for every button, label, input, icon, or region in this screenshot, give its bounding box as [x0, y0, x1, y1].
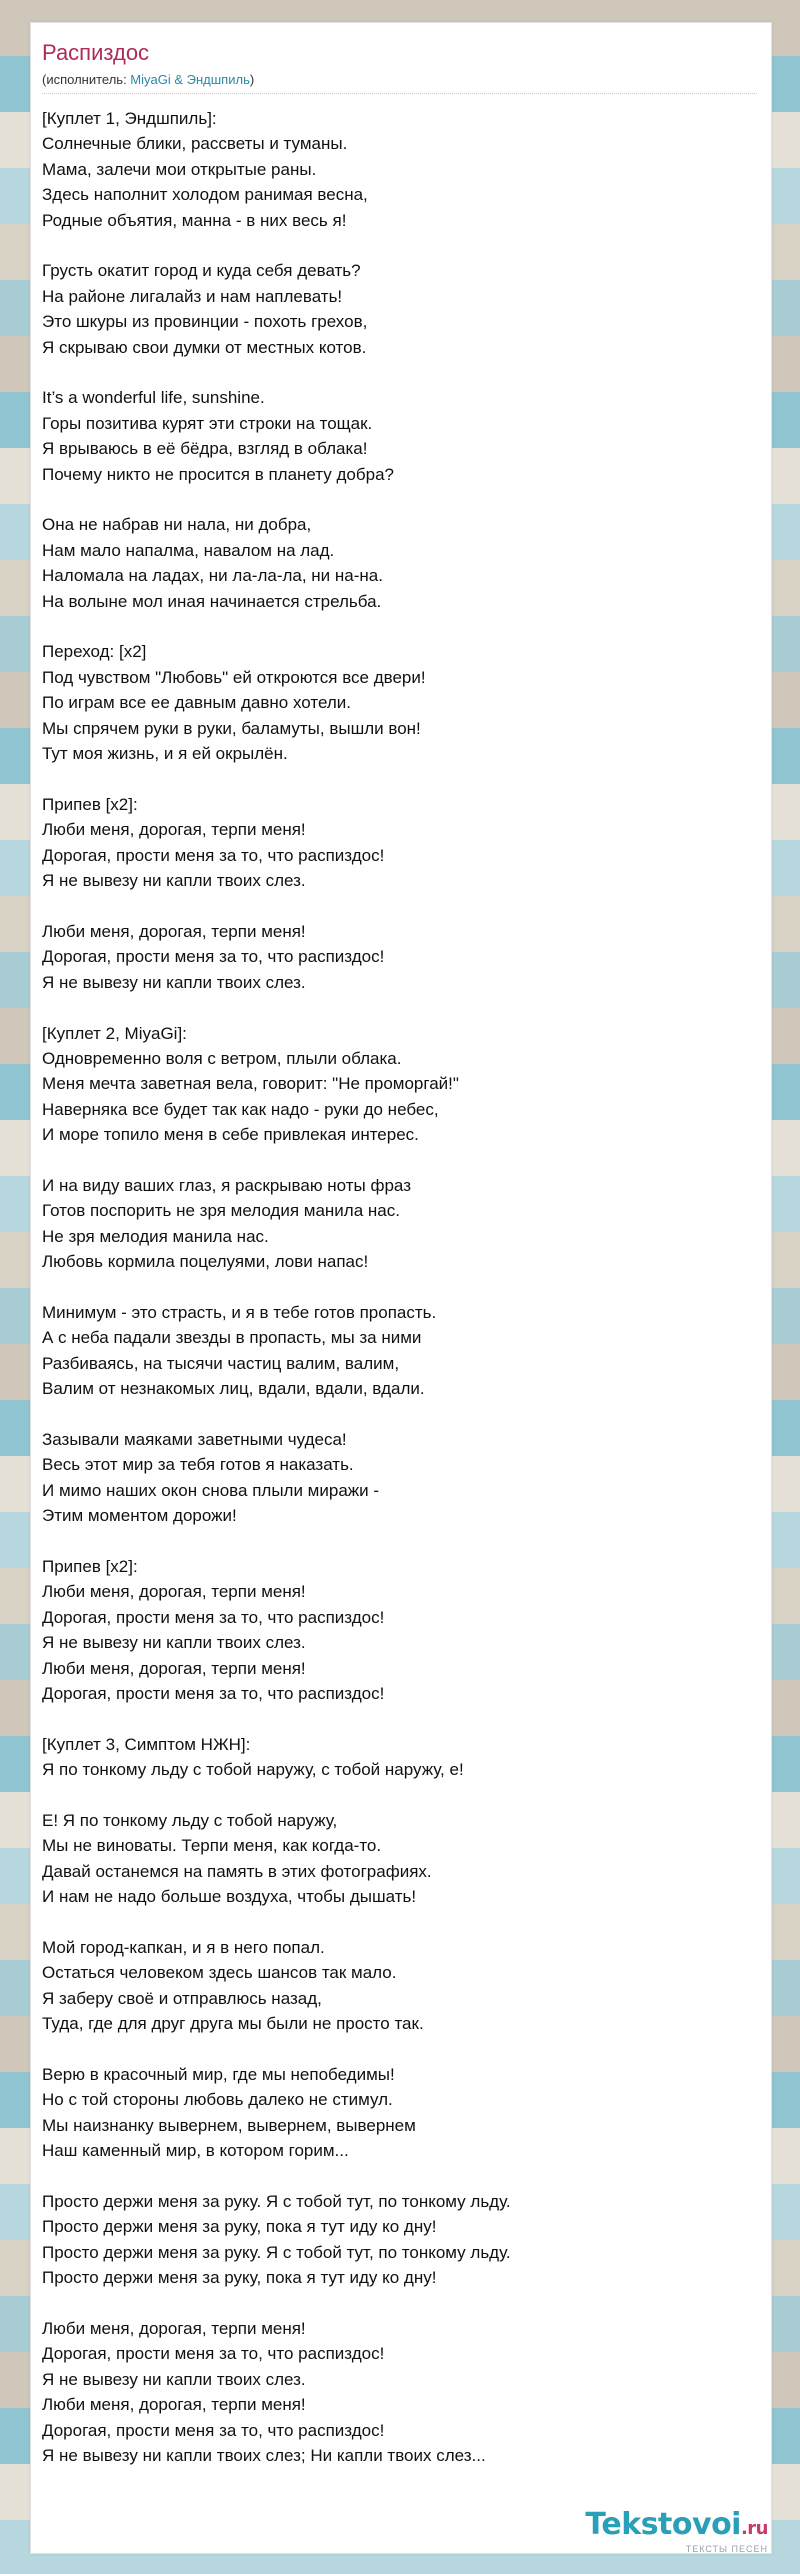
lyric-line: Люби меня, дорогая, терпи меня!	[42, 820, 306, 840]
lyric-line: Мы спрячем руки в руки, баламуты, вышли вон!	[42, 718, 421, 738]
lyric-line: Она не набрав ни нала, ни добра,	[42, 515, 312, 535]
lyric-line: Е! Я по тонкому льду с тобой наружу,	[42, 1811, 338, 1831]
lyric-line: Верю в красочный мир, где мы непобедимы!	[42, 2065, 395, 2085]
lyric-line: Одновременно воля с ветром, плыли облака.	[42, 1048, 402, 1068]
lyric-line: Весь этот мир за тебя готов я наказать.	[42, 1455, 354, 1475]
lyric-line: Наш каменный мир, в котором горим...	[42, 2141, 349, 2161]
lyric-line: Я не вывезу ни капли твоих слез; Ни капли твоих слез...	[42, 2446, 486, 2466]
lyric-line: Грусть окатит город и куда себя девать?	[42, 261, 361, 281]
lyric-line: Дорогая, прости меня за то, что распиздос!	[42, 2344, 385, 2364]
lyric-line: И море топило меня в себе привлекая интерес.	[42, 1125, 419, 1145]
stanza	[42, 639, 762, 766]
lyric-line: [Куплет 1, Эндшпиль]:	[42, 109, 217, 128]
lyric-line: Готов поспорить не зря мелодия манила нас.	[42, 1201, 400, 1221]
stanza	[42, 1300, 762, 1402]
lyric-line: На волыне мол иная начинается стрельба.	[42, 591, 382, 611]
lyric-line: Я по тонкому льду с тобой наружу, с тобой наружу, е!	[42, 1760, 464, 1780]
lyric-line: [Куплет 3, Симптом НЖН]:	[42, 1734, 251, 1754]
lyric-line: Меня мечта заветная вела, говорит: "Не проморгай!"	[42, 1074, 459, 1094]
lyric-line: Мама, залечи мои открытые раны.	[42, 159, 317, 179]
lyric-line: Мы не виноваты. Терпи меня, как когда-то.	[42, 1836, 382, 1856]
lyric-line: Дорогая, прости меня за то, что распиздос!	[42, 1607, 385, 1627]
lyric-line: А с неба падали звезды в пропасть, мы за ними	[42, 1328, 422, 1348]
lyric-line: Тут моя жизнь, и я ей окрылён.	[42, 744, 288, 764]
lyric-line: Наломала на ладах, ни ла-ла-ла, ни на-на.	[42, 566, 383, 586]
lyric-line: Это шкуры из провинции - похоть грехов,	[42, 312, 368, 332]
lyric-line: Но с той стороны любовь далеко не стимул.	[42, 2090, 393, 2110]
site-logo[interactable]	[585, 2508, 768, 2554]
performer-line	[42, 72, 254, 87]
performer-prefix: (исполнитель:	[42, 72, 131, 87]
lyric-line: Зазывали маяками заветными чудеса!	[42, 1429, 347, 1449]
lyric-line: Дорогая, прости меня за то, что распиздос!	[42, 2420, 385, 2440]
lyric-line: Туда, где для друг друга мы были не просто так.	[42, 2014, 424, 2034]
lyric-line: Переход: [x2]	[42, 642, 147, 662]
lyric-line: Просто держи меня за руку, пока я тут иду ко дну!	[42, 2217, 437, 2237]
lyric-line: И мимо наших окон снова плыли миражи -	[42, 1480, 380, 1500]
lyric-line: И нам не надо больше воздуха, чтобы дышать!	[42, 1887, 417, 1907]
lyric-line: По играм все ее давным давно хотели.	[42, 693, 351, 713]
lyric-line: Здесь наполнит холодом ранимая весна,	[42, 185, 368, 205]
stanza	[42, 1427, 762, 1529]
lyric-line: Горы позитива курят эти строки на тощак.	[42, 413, 373, 433]
performer-suffix: )	[249, 72, 255, 87]
lyric-line: Припев [x2]:	[42, 794, 138, 814]
lyric-line: Я не вывезу ни капли твоих слез.	[42, 2369, 306, 2389]
lyric-line: Наверняка все будет так как надо - руки до небес,	[42, 1099, 439, 1119]
title-divider	[42, 93, 757, 94]
lyric-line: Не зря мелодия манила нас.	[42, 1226, 269, 1246]
lyric-line: [Куплет 2, MiyaGi]:	[42, 1023, 187, 1043]
lyric-line: Дорогая, прости меня за то, что распиздос!	[42, 947, 385, 967]
stanza	[42, 2189, 762, 2291]
lyric-line: Просто держи меня за руку, пока я тут иду ко дну!	[42, 2268, 437, 2288]
lyric-line: It’s a wonderful life, sunshine.	[42, 388, 265, 408]
stanza	[42, 258, 762, 360]
stanza	[42, 1021, 762, 1148]
lyric-line: Нам мало напалма, навалом на лад.	[42, 540, 335, 560]
stanza	[42, 792, 762, 894]
lyric-line: Любовь кормила поцелуями, лови напас!	[42, 1252, 369, 1272]
lyric-line: Дорогая, прости меня за то, что распиздос!	[42, 845, 385, 865]
lyric-line: Люби меня, дорогая, терпи меня!	[42, 2319, 306, 2339]
lyric-line: Я заберу своё и отправлюсь назад,	[42, 1988, 322, 2008]
stanza	[42, 385, 762, 487]
stanza	[42, 2062, 762, 2164]
stanza	[42, 1554, 762, 1706]
lyric-line: Припев [x2]:	[42, 1556, 138, 1576]
lyric-line: Давай останемся на память в этих фотографиях.	[42, 1861, 432, 1881]
lyric-line: Валим от незнакомых лиц, вдали, вдали, вдали.	[42, 1379, 425, 1399]
lyric-line: Я не вывезу ни капли твоих слез.	[42, 871, 306, 891]
lyric-line: Дорогая, прости меня за то, что распиздос!	[42, 1684, 385, 1704]
lyric-line: На районе лигалайз и нам наплевать!	[42, 286, 343, 306]
lyric-line: Почему никто не просится в планету добра?	[42, 464, 394, 484]
lyric-line: Остаться человеком здесь шансов так мало.	[42, 1963, 397, 1983]
lyric-line: Просто держи меня за руку. Я с тобой тут, по тонкому льду.	[42, 2192, 511, 2212]
stanza	[42, 2316, 762, 2468]
logo-tld: .ru	[740, 2518, 768, 2539]
lyric-line: Я не вывезу ни капли твоих слез.	[42, 972, 306, 992]
stanza	[42, 1808, 762, 1910]
stanza	[42, 512, 762, 614]
lyric-line: Разбиваясь, на тысячи частиц валим, валим,	[42, 1353, 400, 1373]
logo-tagline: ТЕКСТЫ ПЕСЕН	[685, 2544, 768, 2554]
lyric-line: Под чувством "Любовь" ей откроются все двери!	[42, 667, 426, 687]
lyric-line: Мы наизнанку вывернем, вывернем, вывернем	[42, 2115, 416, 2135]
stanza	[42, 919, 762, 995]
lyric-line: Я не вывезу ни капли твоих слез.	[42, 1633, 306, 1653]
lyric-line: Люби меня, дорогая, терпи меня!	[42, 2395, 306, 2415]
lyric-line: Я скрываю свои думки от местных котов.	[42, 337, 367, 357]
logo-name: Tekstovoi	[585, 2507, 741, 2542]
lyric-line: Просто держи меня за руку. Я с тобой тут, по тонкому льду.	[42, 2242, 511, 2262]
lyric-line: Люби меня, дорогая, терпи меня!	[42, 1658, 306, 1678]
song-title: Распиздос	[42, 40, 150, 65]
stanza	[42, 106, 762, 233]
logo-wordmark	[585, 2508, 768, 2546]
lyric-line: И на виду ваших глаз, я раскрываю ноты фраз	[42, 1175, 411, 1195]
lyric-line: Солнечные блики, рассветы и туманы.	[42, 134, 348, 154]
stanza	[42, 1935, 762, 2037]
lyric-line: Этим моментом дорожи!	[42, 1506, 237, 1526]
lyrics-text	[42, 106, 762, 2494]
lyric-line: Люби меня, дорогая, терпи меня!	[42, 921, 306, 941]
stanza	[42, 1732, 762, 1783]
lyric-line: Люби меня, дорогая, терпи меня!	[42, 1582, 306, 1602]
artist-link[interactable]: MiyaGi & Эндшпиль	[130, 72, 250, 87]
stanza	[42, 1173, 762, 1275]
lyric-line: Мой город-капкан, и я в него попал.	[42, 1938, 325, 1958]
lyric-line: Родные объятия, манна - в них весь я!	[42, 210, 347, 230]
lyric-line: Минимум - это страсть, и я в тебе готов пропасть.	[42, 1302, 437, 1322]
lyric-line: Я врываюсь в её бёдра, взгляд в облака!	[42, 439, 368, 459]
